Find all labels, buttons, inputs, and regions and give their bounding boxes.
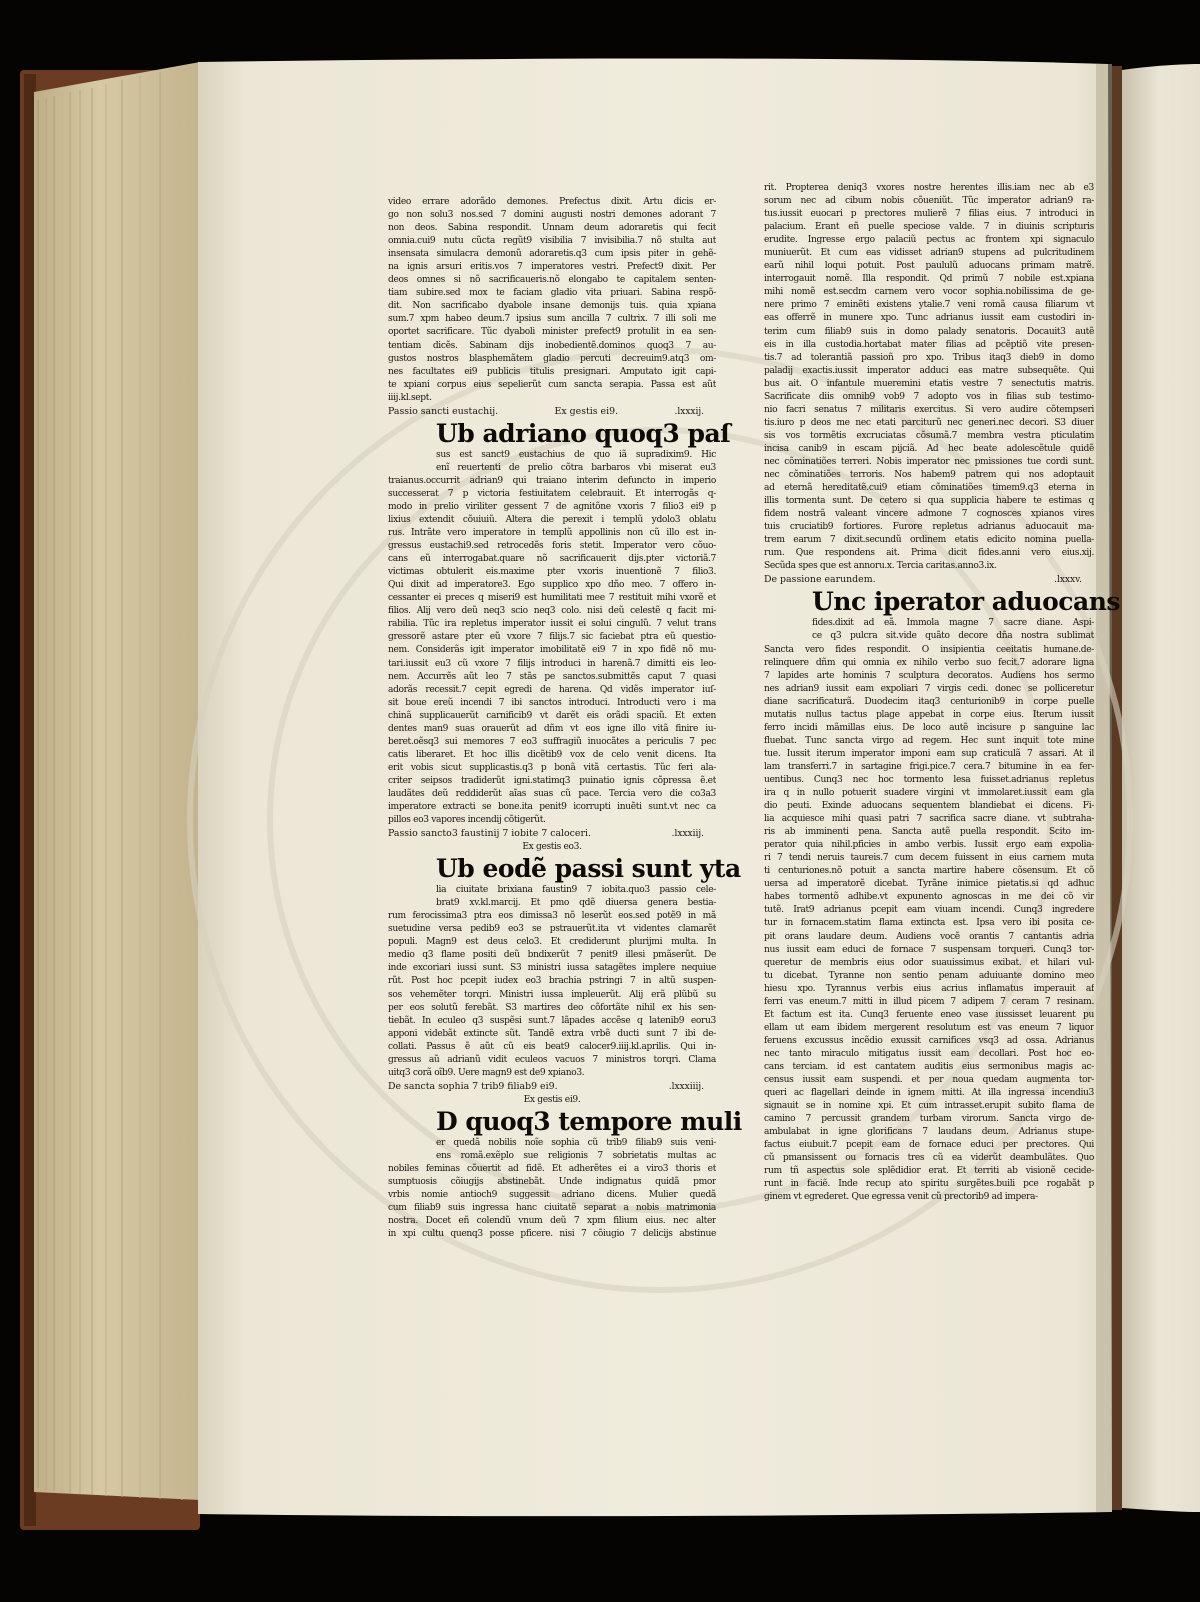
text-line: habes tormentõ adhibe.vt expunento agnoscas in me dei cõ vir [764,892,1094,903]
facing-page [1122,64,1200,1512]
text-line: nobiles feminas cõuertit ad fidẽ. Et adherẽtes ei a viro3 thoris et [388,1164,716,1174]
text-line: victimas obtulerit eis.maxime pter vxoris inuentionẽ 7 filio3. [388,567,716,578]
text-line: chinã supplicauerũt carnificib9 vt darẽt eis orãdi spaciũ. Et exten [388,710,716,721]
text-line: Qui dixit ad imperatore3. Ego supplico xpo dño meo. 7 offero in- [388,580,716,591]
text-line: uitq3 corã oĩb9. Uere magn9 est de9 xpiano3. [388,1067,585,1078]
text-line: census iussit eam suspendi. et per noua quedam augmenta tor- [764,1075,1094,1086]
text-line: trem earum 7 dixit.secundũ ordinem etatis edicito nomina puella- [764,535,1094,546]
text-line: relinquere dñm qui omnia ex nihilo verbo suo fecit.7 adorare ligna [764,657,1094,668]
text-line: eis in illa custodia.hortabat mater filias ad pcẽptiõ vite presen- [764,339,1094,350]
paragraph [388,196,716,405]
rubric [388,405,716,419]
text-line: gressus eustachi9.sed retrocedẽs foris stetit. Imperator vero cõuo- [388,541,716,552]
text-line: pit orans laudare deum. Audiens vocẽ orantis 7 cantantis adria [764,931,1094,942]
text-line: tu dicebat. Tyranne non sentio penam aduiuante domino meo [764,970,1094,981]
text-line: incisa canib9 in escam pijciã. Ad hec beate adolescẽtule quidẽ [764,443,1094,454]
text-line: deos omnes si nõ sacrificaueris.nõ elongabo te capitalem senten- [388,275,716,286]
text-line: ira q in nullo potuerit suadere virgini vt immolaret.iussit eam gla [764,788,1094,799]
text-line: imperatore extracti se bone.ita penit9 icorrupti inuẽti sunt.vt nec ca [388,802,716,813]
text-line: tuis cruciatib9 fortiores. Furore repletus adrianus aduocauit ma- [764,522,1094,533]
text-line: sis vos tormẽtis excruciatas cõsumã.7 membra vestra pticulatim [764,430,1094,441]
paragraph [388,449,716,827]
text-line: na ignis arsuri eritis.vos 7 imperatores vestri. Prefect9 dixit. Per [388,262,716,273]
text-line: catis liberaret. Et hoc illis dicẽtib9 vox de celo venit dicens. Ita [388,749,716,760]
text-line: tus.iussit euocari p prectores mulierẽ 7 filias eius. 7 introduci in [764,209,1094,220]
rubric-title: De passione earundem. [764,574,876,586]
text-line: collati. Passus ẽ aũt cũ eis beat9 calocer9.iiij.kl.aprilis. Qui in- [388,1041,716,1052]
paragraph [764,617,1094,1204]
text-line: sus est sanct9 eustachius de quo iã supradixim9. Hic [436,449,716,460]
rubric [388,1080,716,1094]
folio-number: .lxxxij. [674,406,704,417]
text-line: rum tñ aspectus sole splẽdidior erat. Et territi ab visionẽ cecide- [764,1166,1094,1177]
left-text-column [388,196,742,1241]
text-line: ti centuriones.nõ potuit a sancta martire habere cõsensum. Et cõ [764,866,1094,877]
text-line: camino 7 percussit grandem turbam virorum. Sancta virgo de- [764,1114,1094,1125]
text-line: lixius extendit cõuiuiũ. Altera die perexit i templũ ydolo3 oblatu [388,514,716,525]
text-line: tari.iussit eu3 cũ vxore 7 filijs introduci in harenã.7 dimitti eis leo- [388,658,716,669]
text-line: adorãs recessit.7 cepit egredi de harena. Qd vidẽs imperator iuſ- [388,684,716,695]
text-line: nes facultates ei9 publicis titulis presignari. Amputato igit capi- [388,366,716,377]
text-line: tiebãt. In eculeo q3 suspẽsi sunt.7 lãpades accẽse q latenib9 eoru3 [388,1015,716,1026]
chapter-heading: D quoq3 tempore muli [436,1106,742,1136]
text-line: 7 lapides arte hominis 7 sculptura decoratos. Audiens hos sermo [764,670,1094,681]
text-line: fides.dixit ad eã. Immola magne 7 sacre diane. Aspi- [812,618,1094,629]
text-line: rit. Propterea deniq3 vxores nostre herentes illis.iam nec ab e3 [764,183,1094,193]
text-line: uentibus. Cunq3 nec hoc tormento lesa fuisset.adrianus repletus [764,774,1094,785]
text-line: fidem nostrã valeant vincere admone 7 cognosces xpianos vires [764,509,1094,520]
text-line: ri 7 tendi neruis taureis.7 cum decem fuissent in eius carnem muta [764,853,1094,864]
text-line: lia acquiesce mihi quasi patri 7 sacrifica sacre diane. vt subtraha- [764,814,1094,825]
text-line: eas offerrẽ in munere xpo. Tunc adrianus iussit eam custodiri in- [764,313,1094,324]
text-line: runt in faciẽ. Inde recup ato spiritu surgẽtes.buili pce rogabãt p [764,1179,1094,1190]
folio-number: .lxxxiiij. [668,1081,704,1092]
text-line: rũt. Post hoc pcepit iudex eo3 brachia pstringi 7 in altũ suspen- [388,976,716,987]
text-line: nere primo 7 eminẽti existens ytalie.7 veni romã causa filiarum vt [764,300,1094,311]
rubric-title: Passio sancti eustachij. [388,405,499,417]
text-line: go non solu3 nos.sed 7 domini augusti nostri demones adorant 7 [388,210,716,221]
text-line: interrogauit nomẽ. Illa respondit. Qd primũ 7 nobile est.xpiana [764,274,1094,285]
text-line: earũ nihil loqui potuit. Post paululũ aduocans primam matrẽ. [764,261,1094,272]
text-line: cans terciam. id est cantatem auditis eius sermonibus magis ac- [764,1062,1094,1072]
text-line: laudãtes deũ reddiderũt aĩas suas cũ pace. Tercia vero die co3a3 [388,788,716,799]
text-line: ad eternã hereditatẽ.cui9 etiam cõminatiões timem9.q3 eterna in [764,483,1094,494]
text-line: per eos solutũ ferebãt. S3 martires deo cõfortãte nihil ex his sen- [388,1002,716,1013]
text-line: ellam ut eam ibidem mergerent resolutum est vas eneum 7 liquor [764,1022,1094,1033]
text-line: nes adrian9 iussit eam expoliari 7 virgis cedi. donec se polliceretur [764,683,1094,694]
text-line: non deos. Sabina respondit. Unnam deum adoraretis qui fecit [388,223,716,234]
text-line: sit boue ereũ incendi 7 ibi sanctos introduci. Introducti vero i ma [388,697,716,708]
text-line: gressorẽ astare pter eũ vxore 7 filijs.7 sic faciebat ptra eũ questio- [388,632,716,643]
right-text-column [764,182,1120,1205]
text-line: illis tormenta sunt. De cetero si qua supplicia habere te estimas q [764,496,1094,507]
text-line: tis.iuro p deos me nec etati parciturũ nec generi.nec decori. S3 diuer [764,417,1094,428]
gutter-shadow [1096,64,1112,1512]
paragraph [764,182,1094,573]
text-line: nem. Considerãs igit imperator imobilitatẽ ei9 7 in xpo fidẽ nõ mu- [388,645,716,656]
text-line: Sancta vero fides respondit. O insipientia ceeitatis humane.de- [764,644,1094,655]
text-line: dit. Non sacrificabo dyabole insane demonijs tuis. quia xpiana [388,301,716,312]
text-line: erit vobis sicut supplicastis.q3 p bonã vitã certastis. Tũc feri ala- [388,762,716,773]
text-line: sorum nec ad cibum nobis cõueniũt. Tũc imperator adrian9 ra- [764,196,1094,207]
text-line: ris ab imminenti pena. Sancta autẽ puella respondit. Scito im- [764,827,1094,838]
text-line: omnia.cui9 nutu cũcta regũt9 visibilia 7 invisibilia.7 nõ stulta aut [388,236,716,247]
rubric [388,827,716,841]
text-line: pillos eo3 vapores incendij cõtigerũt. [388,815,546,826]
text-line: suetudine versa pedib9 eo3 se pstrauerũt.ita vt videntes clamarẽt [388,924,716,935]
text-line: nec cõminatiões terreri. Nobis imperator nec pmissiones tue cordi sunt. [764,456,1094,467]
text-line: nec cõminatiões terroris. Nos habem9 patrem qui nos adoptauit [764,470,1094,481]
text-line: inde excoriari iussi sunt. S3 ministri iussa satagẽtes implere nequiue [388,963,716,974]
text-line: populi. Magn9 est deus celo3. Et crediderunt plurijmi multa. In [388,937,716,948]
chapter-heading: Unc iperator aduocans [812,587,1120,617]
text-line: mutatis nullus tactus plage appebat in corpe eius. Iterum iussit [764,709,1094,720]
text-line: tentiam dicẽs. Sabinam dijs inobedientẽ.dominos quoq3 7 au- [388,340,716,351]
text-line: beret.oẽsq3 sui memores 7 eo3 suffragiũ inuocãtes a periculis 7 pec [388,736,716,747]
rubric-title: De sancta sophia 7 trib9 filiab9 ei9. [388,1080,558,1092]
rubric-title: Passio sancto3 faustinij 7 iobite 7 caloceri. [388,828,591,840]
text-line: tutẽ. Irat9 adrianus pcepit eam viuam incendi. Cunq3 ingredere [764,905,1094,916]
text-line: iiij.kl.sept. [388,392,432,403]
paragraph [388,884,716,1080]
text-line: cessanter ei preces q miseri9 est humilitati mee 7 restituit mihi vxorẽ et [388,593,716,604]
text-line: rabilia. Tũc ira repletus imperator iussit ei solui cingulũ. 7 velut trans [388,619,716,630]
text-line: queri ac flagellari deinde in ignem mitti. At illa ingressa incendiu3 [764,1088,1094,1099]
text-line: criter seipsos tradiderũt igni.statimq3 puinatio ignis cõpressa ẽ.et [388,775,716,786]
rubric-source: Ex gestis ei9. [523,1094,581,1105]
text-line: terim cum filiab9 suis in domo palady senatoris. Docauit3 autẽ [764,326,1094,337]
text-line: uersa ad imperatorẽ dicebat. Tyrãne inimice pietatis.si qd adhuc [764,879,1094,890]
text-line: rum. Que respondens ait. Prima dicit fides.anni vero eius.xij. [764,548,1094,559]
text-line: muniuerũt. Et cum eas vidisset adrian9 stupens ad pulcritudinem [764,248,1094,259]
text-line: sos vehemẽter torqri. Ministri iussa impleuerũt. Alij erã plũbũ su [388,989,716,1000]
text-line: nostra. Docet eñ colendũ vnum deũ 7 xpm filium eius. nec alter [388,1216,716,1227]
text-line: tiam subire.sed mox te faciam gladio vita priuari. Sabina respõ- [388,288,716,299]
text-line: dentes man9 suas orauerũt ad dñm vt eos igne illo vitã finire iu- [388,723,716,734]
text-line: queretur de membris eius odor suauissimus exibat. et hilari vul- [764,957,1094,968]
text-line: fluebat. Tunc sancta virgo ad regem. Hec sunt inquit tote mine [764,735,1094,746]
text-line: modo in prelio viriliter gessent 7 de agnitõne vxoris 7 filio3 ei9 p [388,501,716,512]
text-line: medio q3 flame positi deũ bndixerũt 7 penit9 illesi pmãserũt. De [388,950,716,961]
text-line: lam transferri.7 in sartagine frigi.pice.7 cera.7 bitumine in ea fer- [764,761,1094,772]
text-line: tis.7 ad tolerantiã passioñ pro xpo. Tribus itaq3 dieb9 in domo [764,352,1094,363]
text-line: gustos nostros blasphemãtem gladio percuti decreuim9.atq3 om- [388,353,716,364]
text-line: ferri vas eneum.7 mitti in illud picem 7 adipem 7 ceram 7 resinam. [764,996,1094,1007]
text-line: cum filiab9 suis ingressa hanc ciuitatẽ separat a nobis matrimonia [388,1203,716,1214]
text-line: tur in fornacem.statim flama extincta est. Ipsa vero ibi posita ce- [764,918,1094,929]
text-line: insensata simulacra demonũ adoraretis.q3 cum ipsis piter in gehẽ- [388,249,716,260]
text-line: enĩ reuertenti de prelio cõtra barbaros vbi miserat eu3 [436,462,716,473]
text-line: traianus.occurrit adrian9 qui traiano interim defuncto in imperio [388,475,716,486]
text-line: dio peuti. Exinde aduocans sequentem blandiebat ei dicens. Fi- [764,801,1094,812]
text-line: er quedã nobilis noĩe sophia cũ trib9 filiab9 suis veni- [436,1137,716,1148]
text-line: bus ait. O infantule mueremini etatis vestre 7 senectutis matris. [764,378,1094,389]
text-line: te xpiani corpus eius sepelierũt cum sancta serapia. Passa est aũt [388,379,716,390]
page-block-edge [34,62,200,1500]
text-line: rus. Intrãte vero imperatore in templũ appollinis non cũ illo est in- [388,528,716,539]
text-line: in xpi cultu quenq3 posse pficere. nisi 7 cõiugio 7 delicijs abstinue [388,1229,716,1240]
text-line: ginem vt egrederet. Que egressa venit cũ prectorib9 ad impera- [764,1192,1038,1203]
rubric-source: Ex gestis eo3. [522,842,582,853]
rubric-source: Ex gestis ei9. [554,405,619,417]
text-line: ambulabat in igne glorificans 7 laudans deum. Adrianus stupe- [764,1127,1094,1138]
text-line: diane sacrificaturã. Duodecim itaq3 centurionib9 in corpe puelle [764,696,1094,707]
text-line: ens romã.exẽplo sue religionis 7 sobrietatis multas ac [436,1150,716,1161]
text-line: Sacrificate diis omnib9 vob9 7 adopto vos in filias sub testimo- [764,391,1094,402]
folio-number: .lxxxiij. [671,829,704,840]
text-line: erudite. Ingresse ergo palaciũ pectus ac frontem xpi signaculo [764,235,1094,246]
folio-number: .lxxxv. [1054,575,1082,586]
paragraph [388,1137,716,1241]
text-line: oportet sacrificare. Tũc dyaboli minister prefect9 protulit in ea sen- [388,327,716,338]
text-line: Secũda spes que est annoru.x. Tercia caritas.anno3.ix. [764,561,997,572]
text-line: nus iussit eam educi de fornace 7 suspensam torqueri. Cunq3 tor- [764,944,1094,955]
text-line: nio facri senatus 7 militaris exercitus. Si vero audire cõtempseri [764,404,1094,415]
text-line: cans eũ interrogabat.quare nõ sacrificauerit dijs.pter victoriã.7 [388,554,716,565]
text-line: successerat 7 p victoria festiuitatem celebrauit. Et interrogãs q- [388,488,716,499]
text-line: filios. Alij vero deũ neq3 scio neq3 colo. nisi deũ celestẽ q facit mi- [388,606,716,617]
text-line: vrbis nomie antioch9 suggessit adriano dicens. Mulier quedã [388,1190,716,1201]
text-line: feruens excussus incẽdio exussit carnifices vsq3 ad ossa. Adrianus [764,1035,1094,1046]
text-line: tue. Iussit iterum imperator imponi eam sup craticulã 7 assari. At il [764,748,1094,759]
text-line: rum ferocissima3 ptra eos dimissa3 nõ leserũt eos.sed potẽ9 in mã [388,911,716,922]
chapter-heading: Ub eodẽ passi sunt yta [436,854,741,884]
text-line: paladij exactis.iussit imperator adduci eas matre subsequẽte. Qui [764,365,1094,376]
text-line: apponi videbãt extincte sũt. Tandẽ extra vrbẽ ducti sunt 7 ibi de- [388,1028,716,1039]
text-line: video errare adorãdo demones. Prefectus dixit. Artu dicis er- [388,197,716,207]
text-line: sum.7 xpm habeo deum.7 ipsius sum ancilla 7 cultrix. 7 illi soli me [388,314,716,325]
rubric [764,573,1094,587]
chapter-heading: Ub adriano quoq3 paſ [436,418,731,448]
text-line: factus eiubuit.7 pcepit eam de fornace educi per prectores. Qui [764,1140,1094,1151]
text-line: perator quia nihil.pficies in ambo verbis. Iussit ergo eam expolia- [764,840,1094,851]
text-line: palacium. Erant eñ puelle speciose valde. 7 in diuinis scripturis [764,222,1094,233]
text-line: Et factum est ita. Cunq3 feruente eneo vase iussisset leuarent pu [764,1009,1094,1020]
text-line: mihi nomẽ est.secdm carnem vero vocor sophia.nobilissima de ge- [764,287,1094,298]
text-line: signauit se in nomine xpi. Et cum intrasset.erupit subito flama de [764,1101,1094,1112]
text-line: gressus aũ adrianũ vidit eculeos vacuos 7 ministros torqri. Clama [388,1054,716,1065]
text-line: ferro incidi mãmillas eius. De loco autẽ incisure p sanguine lac [764,722,1094,733]
text-line: nec tanto miraculo mitigatus iussit eam decollari. Post hoc eo- [764,1048,1094,1059]
text-line: brat9 xv.kl.marcij. Et pmo qdẽ diuersa genera bestia- [436,898,716,909]
text-line: cũ pmansissent ou fornacis tres cũ ea viderũt deambulãtes. Quo [764,1153,1094,1164]
text-line: nem. Accurrẽs aũt leo 7 stãs pe sanctos.submittẽs caput 7 quasi [388,671,716,682]
text-line: ce q3 pulcra sit.vide quãto decore dña nostra sublimat [812,631,1094,642]
text-line: hiesu xpo. Tyrannus verbis eius acrius inflamatus imperauit af [764,983,1094,994]
text-line: lia ciuitate brixiana faustin9 7 iobita.quo3 passio cele- [436,885,716,896]
text-line: sumptuosis cõiugijs abstinebãt. Unde indignatus quidã pmor [388,1177,716,1188]
